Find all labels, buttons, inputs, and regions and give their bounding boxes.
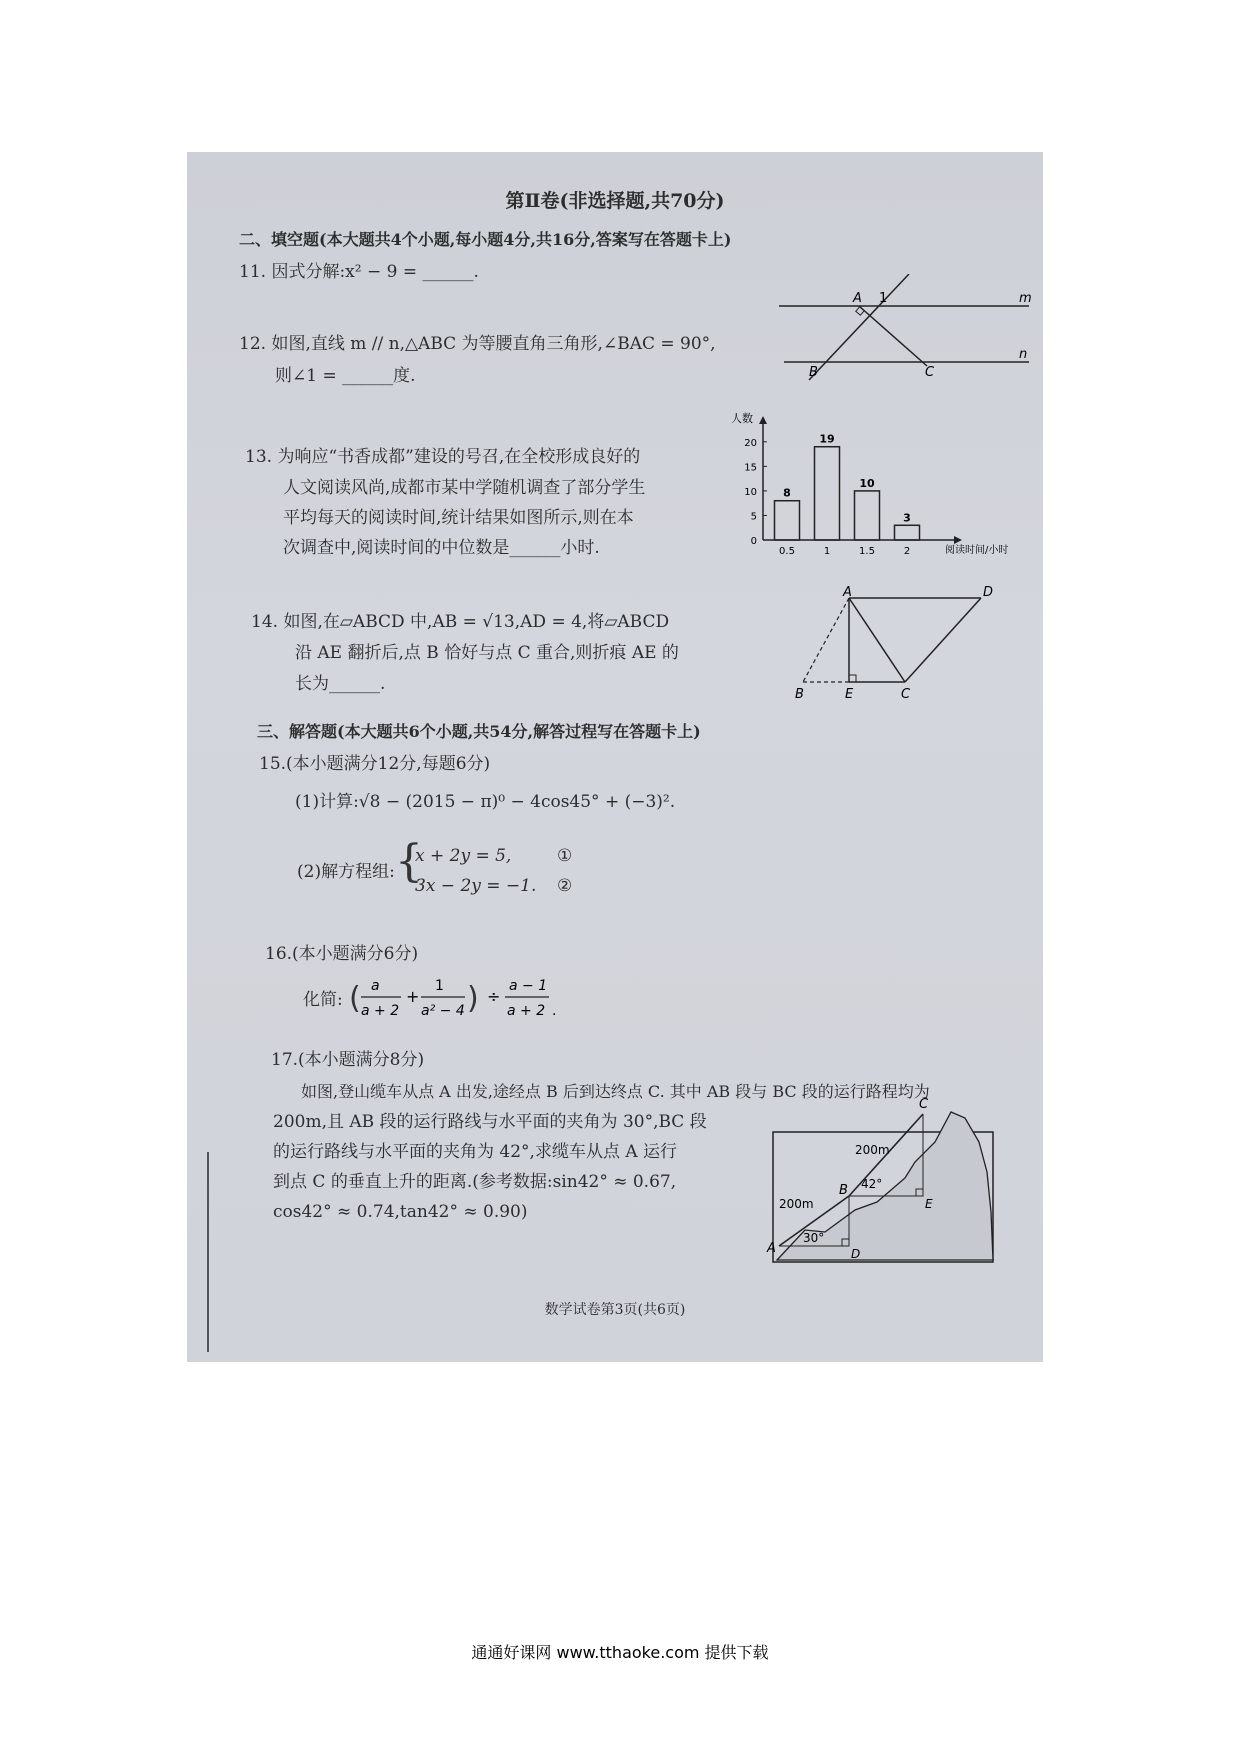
section-title: 第Ⅱ卷(非选择题,共70分) bbox=[505, 190, 725, 212]
segment-AC bbox=[849, 598, 905, 682]
site-footer: 通通好课网 www.tthaoke.com 提供下载 bbox=[471, 1643, 769, 1662]
q16-expression bbox=[347, 970, 567, 1030]
frac2-numerator: 1 bbox=[435, 978, 444, 994]
plus-sign: + bbox=[406, 987, 420, 1006]
chart-y-arrow bbox=[759, 416, 767, 424]
question-13-line4: 次调查中,阅读时间的中位数是______小时. bbox=[283, 538, 600, 558]
q17-cable-car-figure bbox=[765, 1082, 1005, 1272]
equation-2: 3x − 2y = −1. bbox=[415, 876, 537, 896]
label-E: E bbox=[845, 687, 854, 702]
question-12-line1: 12. 如图,直线 m // n,△ABC 为等腰直角三角形,∠BAC = 90°, bbox=[239, 334, 716, 354]
chart-x-tick-label: 1 bbox=[823, 546, 831, 557]
divide-sign: ÷ bbox=[487, 987, 501, 1006]
label-B: B bbox=[809, 365, 818, 380]
question-15-part2-label: (2)解方程组: bbox=[297, 862, 395, 882]
question-15-part1: (1)计算:√8 − (2015 − π)⁰ − 4cos45° + (−3)². bbox=[295, 792, 676, 812]
reading-time-chart bbox=[727, 410, 1027, 570]
label-C: C bbox=[919, 1097, 929, 1112]
label-1: 1 bbox=[879, 291, 888, 306]
label-A: A bbox=[843, 585, 852, 600]
label-30-degrees: 30° bbox=[803, 1231, 825, 1245]
chart-y-tick-label: 15 bbox=[744, 462, 757, 474]
question-17-line4: 到点 C 的垂直上升的距离.(参考数据:sin42° ≈ 0.67, bbox=[273, 1172, 677, 1192]
label-C: C bbox=[901, 687, 911, 702]
label-42-degrees: 42° bbox=[861, 1177, 883, 1191]
question-14-line1: 14. 如图,在▱ABCD 中,AB = √13,AD = 4,将▱ABCD bbox=[251, 612, 670, 632]
line-AC bbox=[859, 306, 927, 366]
label-B: B bbox=[795, 687, 804, 702]
label-200m-AB: 200m bbox=[779, 1197, 814, 1211]
frac2-denominator: a² − 4 bbox=[421, 1003, 465, 1019]
paren-close: ) bbox=[467, 981, 479, 1016]
question-11: 11. 因式分解:x² − 9 = ______. bbox=[239, 262, 479, 282]
chart-bar-value-label: 3 bbox=[903, 511, 911, 525]
chart-y-tick-label: 0 bbox=[750, 536, 757, 547]
chart-y-tick-label: 5 bbox=[750, 511, 757, 523]
label-B: B bbox=[839, 1183, 848, 1198]
scan-edge-line bbox=[207, 1152, 209, 1352]
chart-bar-value-label: 19 bbox=[819, 432, 835, 446]
chart-y-tick-label: 20 bbox=[744, 437, 757, 449]
chart-x-tick-label: 0.5 bbox=[779, 546, 795, 557]
question-13-line1: 13. 为响应“书香成都”建设的号召,在全校形成良好的 bbox=[245, 447, 641, 467]
segment-AB-dashed bbox=[803, 598, 849, 682]
q14-figure bbox=[787, 584, 1027, 704]
equation-2-mark: ② bbox=[557, 876, 573, 896]
chart-x-tick-label: 1.5 bbox=[859, 546, 875, 557]
question-14-line2: 沿 AE 翻折后,点 B 恰好与点 C 重合,则折痕 AE 的 bbox=[295, 643, 679, 663]
label-n: n bbox=[1019, 347, 1028, 362]
label-200m-BC: 200m bbox=[855, 1143, 890, 1157]
period: . bbox=[552, 1003, 557, 1019]
paren-open: ( bbox=[349, 981, 361, 1016]
question-17-line2: 200m,且 AB 段的运行路线与水平面的夹角为 30°,BC 段 bbox=[273, 1112, 707, 1132]
question-17-line5: cos42° ≈ 0.74,tan42° ≈ 0.90) bbox=[273, 1202, 528, 1222]
question-14-line3: 长为______. bbox=[295, 674, 386, 694]
section3-heading: 三、解答题(本大题共6个小题,共54分,解答过程写在答题卡上) bbox=[257, 722, 701, 741]
section2-heading: 二、填空题(本大题共4个小题,每小题4分,共16分,答案写在答题卡上) bbox=[239, 230, 732, 249]
question-17-head: 17.(本小题满分8分) bbox=[271, 1050, 425, 1070]
frac1-numerator: a bbox=[371, 978, 380, 994]
equation-1: x + 2y = 5, bbox=[415, 846, 512, 866]
frac3-numerator: a − 1 bbox=[509, 978, 548, 994]
chart-plot-area bbox=[744, 416, 962, 557]
chart-ylabel: 人数 bbox=[731, 412, 753, 425]
equation-1-mark: ① bbox=[557, 846, 573, 866]
right-angle-mark bbox=[849, 675, 856, 682]
label-D: D bbox=[983, 585, 994, 600]
chart-bar-value-label: 8 bbox=[783, 486, 791, 500]
chart-bar bbox=[895, 525, 920, 540]
line-AB bbox=[809, 274, 909, 380]
question-13-line3: 平均每天的阅读时间,统计结果如图所示,则在本 bbox=[283, 508, 634, 528]
label-m: m bbox=[1019, 291, 1032, 306]
label-A: A bbox=[767, 1241, 776, 1256]
chart-bar bbox=[855, 491, 880, 540]
question-17-line1: 如图,登山缆车从点 A 出发,途经点 B 后到达终点 C. 其中 AB 段与 BC 段的运行路程均为 bbox=[301, 1082, 930, 1101]
page-footer: 数学试卷第3页(共6页) bbox=[544, 1302, 686, 1318]
label-D: D bbox=[851, 1247, 861, 1261]
question-15-head: 15.(本小题满分12分,每题6分) bbox=[259, 754, 491, 774]
system-brace: { bbox=[395, 836, 423, 887]
q12-figure bbox=[779, 274, 1039, 384]
frac1-denominator: a + 2 bbox=[361, 1003, 400, 1019]
label-A: A bbox=[853, 291, 862, 306]
label-C: C bbox=[925, 365, 935, 380]
question-13-line2: 人文阅读风尚,成都市某中学随机调查了部分学生 bbox=[283, 478, 646, 498]
question-16-label: 化简: bbox=[303, 990, 343, 1010]
right-angle-mark bbox=[856, 307, 864, 315]
chart-xlabel: 阅读时间/小时 bbox=[945, 545, 1009, 556]
chart-bar-value-label: 10 bbox=[859, 476, 875, 490]
label-E: E bbox=[925, 1197, 933, 1211]
chart-x-arrow bbox=[954, 536, 962, 544]
question-12-line2: 则∠1 = ______度. bbox=[275, 366, 416, 386]
chart-bar bbox=[775, 501, 800, 540]
chart-bar bbox=[815, 447, 840, 540]
chart-x-tick-label: 2 bbox=[903, 546, 911, 557]
exam-sheet bbox=[187, 152, 1043, 1362]
frac3-denominator: a + 2 bbox=[507, 1003, 546, 1019]
segment-DC bbox=[905, 598, 981, 682]
question-16-head: 16.(本小题满分6分) bbox=[265, 944, 419, 964]
question-17-line3: 的运行路线与水平面的夹角为 42°,求缆车从点 A 运行 bbox=[273, 1142, 678, 1162]
chart-y-tick-label: 10 bbox=[744, 486, 757, 498]
